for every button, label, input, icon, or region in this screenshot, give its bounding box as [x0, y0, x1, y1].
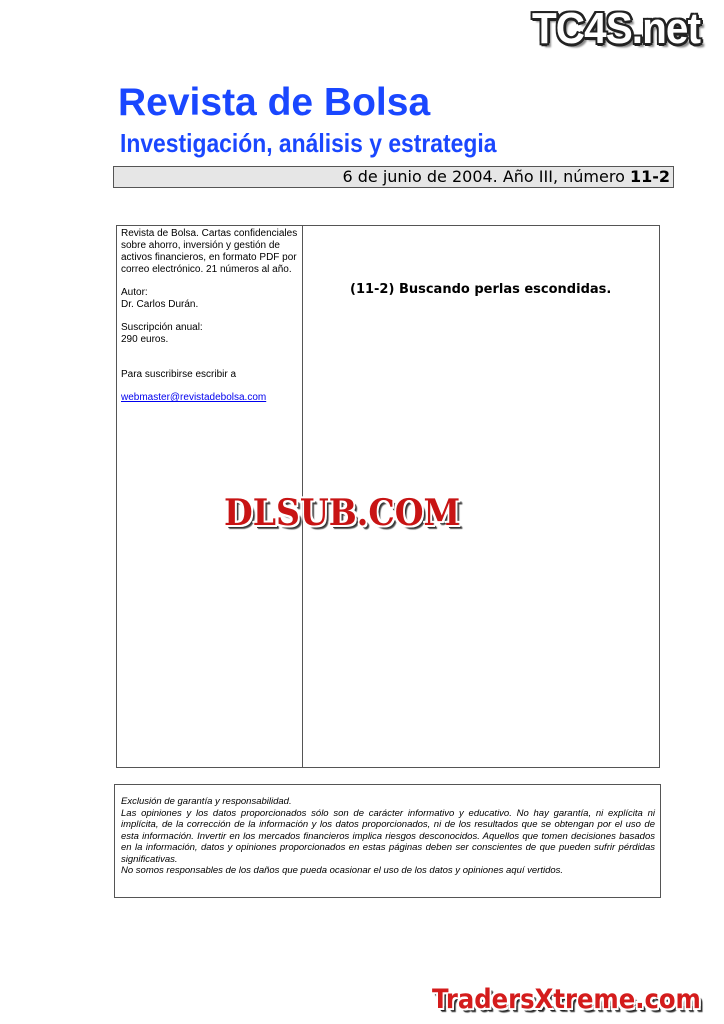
- issue-number: 11-2: [629, 167, 670, 186]
- issue-dateline: [113, 166, 674, 188]
- disclaimer-heading: Exclusión de garantía y responsabilidad.: [121, 796, 292, 807]
- subscribe-instructions: Para suscribirse escribir a: [121, 369, 237, 380]
- page-title: Revista de Bolsa: [118, 81, 431, 124]
- author-name: Dr. Carlos Durán.: [121, 299, 199, 310]
- disclaimer-box: [114, 784, 661, 898]
- article-title: (11-2) Buscando perlas escondidas.: [350, 282, 612, 297]
- disclaimer-body: Las opiniones y los datos proporcionados sólo son de carácter informativo y educativo. No hay garantía, ni explícita ni implícita, de la corrección de la información y los datos proporcionados, ni de los resultados que se obtengan por el uso de esta información. Invertir en los mercados financieros implica riesgos desconocidos. Aquellos que tomen decisiones basados en la información, datos y opiniones proporcionados en estas páginas deben ser conscientes de que pueden sufrir pérdidas significativas.: [121, 807, 655, 865]
- issue-date: 6 de junio de 2004. Año III, número: [342, 167, 630, 186]
- email-link[interactable]: webmaster@revistadebolsa.com: [121, 392, 267, 403]
- disclaimer-footer: No somos responsables de los daños que pueda ocasionar el uso de los datos y opiniones aquí vertidos.: [121, 865, 564, 876]
- subscription-label: Suscripción anual:: [121, 322, 203, 333]
- author-label: Autor:: [121, 287, 148, 298]
- dlsub-watermark: DLSUB.COM: [224, 492, 461, 534]
- page-subtitle: Investigación, análisis y estrategia: [120, 128, 497, 158]
- magazine-description: Revista de Bolsa. Cartas confidenciales sobre ahorro, inversión y gestión de activos financieros, en formato PDF por correo electrónico. 21 números al año.: [121, 228, 298, 275]
- subscription-price: 290 euros.: [121, 334, 169, 345]
- spacer: [121, 357, 298, 369]
- traders-watermark: TradersXtreme.com: [432, 984, 701, 1015]
- tc4s-watermark: TC4S.net: [532, 4, 701, 53]
